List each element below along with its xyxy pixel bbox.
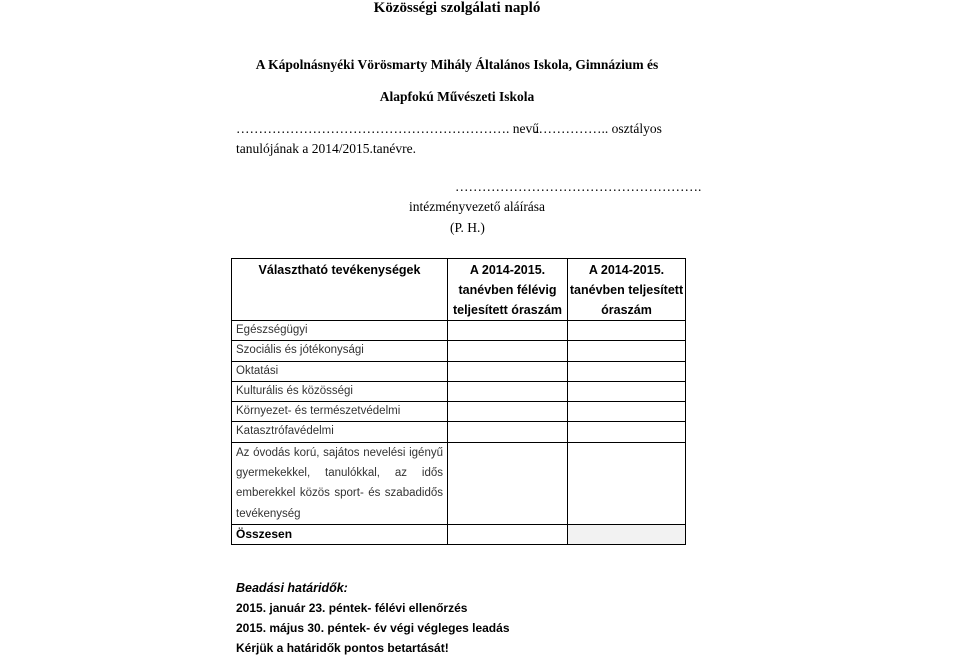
signature-field: ………………………………………………. — [455, 179, 702, 194]
table-row — [232, 321, 686, 341]
signature-label: intézményvezető aláírása — [409, 199, 546, 214]
header-activities — [232, 259, 448, 321]
deadline-note: Kérjük a határidők pontos betartását! — [236, 641, 449, 655]
header-half-year — [448, 259, 568, 321]
deadline-line-1: 2015. január 23. péntek- félévi ellenőrzés — [236, 601, 468, 615]
full-year-cell[interactable] — [568, 381, 686, 401]
half-year-cell[interactable] — [448, 442, 568, 524]
full-year-cell[interactable] — [568, 341, 686, 361]
activity-label: Egészségügyi — [232, 321, 448, 341]
activity-label: Szociális és jótékonysági — [232, 341, 448, 361]
table-row — [232, 381, 686, 401]
deadline-line-2: 2015. május 30. péntek- év végi végleges leadás — [236, 621, 510, 635]
student-name-field: ……………………………………………………. nevű — [236, 121, 539, 136]
header-full-year-label: A 2014-2015. tanévben teljesített óraszám — [569, 263, 684, 317]
stamp-label: (P. H.) — [450, 220, 485, 235]
student-year-line: tanulójának a 2014/2015.tanévre. — [236, 141, 416, 156]
full-year-cell[interactable] — [568, 442, 686, 524]
half-year-cell[interactable] — [448, 321, 568, 341]
table-row — [232, 442, 686, 524]
full-year-cell[interactable] — [568, 321, 686, 341]
school-name-line-1: A Kápolnásnyéki Vörösmarty Mihály Általános Iskola, Gimnázium és — [255, 57, 659, 72]
activity-table — [231, 258, 686, 545]
header-full-year — [568, 259, 686, 321]
total-label: Összesen — [232, 524, 448, 544]
full-year-total-cell[interactable] — [568, 524, 686, 544]
half-year-cell[interactable] — [448, 381, 568, 401]
half-year-total-cell[interactable] — [448, 524, 568, 544]
half-year-cell[interactable] — [448, 341, 568, 361]
half-year-cell[interactable] — [448, 402, 568, 422]
full-year-cell[interactable] — [568, 422, 686, 442]
table-row — [232, 341, 686, 361]
full-year-cell[interactable] — [568, 402, 686, 422]
school-name-line-2: Alapfokú Művészeti Iskola — [379, 89, 535, 104]
activity-label: Oktatási — [232, 361, 448, 381]
half-year-cell[interactable] — [448, 361, 568, 381]
class-field: …………….. osztályos — [534, 121, 662, 136]
table-row — [232, 402, 686, 422]
full-year-cell[interactable] — [568, 361, 686, 381]
activity-label: Katasztrófavédelmi — [232, 422, 448, 442]
student-name-line — [236, 121, 662, 137]
header-activities-label: Választható tevékenységek — [258, 263, 421, 277]
activity-label: Az óvodás korú, sajátos nevelési igényű gyermekekkel, tanulókkal, az idős emberekkel közös sport- és szabadidős tevékenység — [232, 442, 448, 524]
header-half-year-label: A 2014-2015. tanévben félévig teljesített óraszám — [452, 263, 563, 317]
table-row — [232, 422, 686, 442]
half-year-cell[interactable] — [448, 422, 568, 442]
activity-label: Kulturális és közösségi — [232, 381, 448, 401]
deadlines-title: Beadási határidők: — [236, 581, 348, 595]
table-row — [232, 361, 686, 381]
activity-label: Környezet- és természetvédelmi — [232, 402, 448, 422]
page-title: Közösségi szolgálati napló — [373, 0, 541, 16]
total-row — [232, 524, 686, 544]
